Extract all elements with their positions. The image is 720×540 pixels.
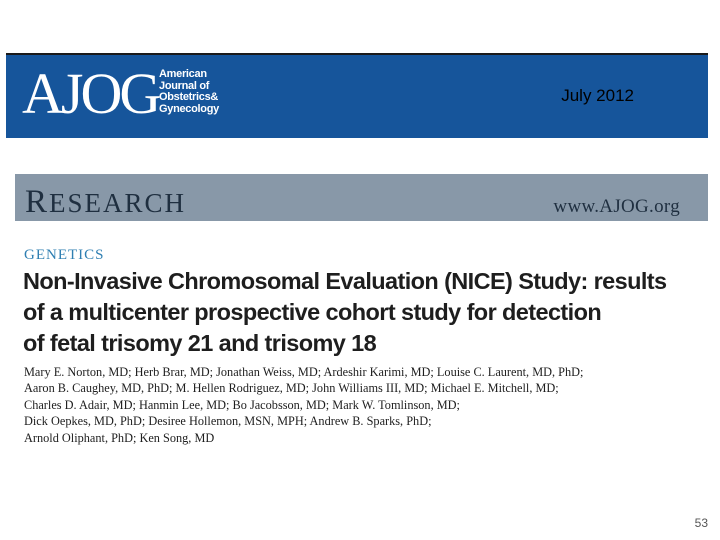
journal-banner <box>6 55 708 138</box>
issue-date: July 2012 <box>561 86 634 105</box>
journal-name-line: Obstetrics& <box>159 91 219 103</box>
author-line: Aaron B. Caughey, MD, PhD; M. Hellen Rodriguez, MD; John Williams III, MD; Michael E. Mitchell, MD; <box>24 381 559 396</box>
logo-wordmark: AJOG <box>22 61 159 126</box>
section-heading-initial: R <box>25 184 50 220</box>
ajog-logo <box>22 61 222 130</box>
author-list <box>24 364 664 446</box>
section-heading-rest: ESEARCH <box>49 188 187 218</box>
article-title-line: Non-Invasive Chromosomal Evaluation (NICE) Study: results <box>23 268 667 294</box>
author-line: Mary E. Norton, MD; Herb Brar, MD; Jonathan Weiss, MD; Ardeshir Karimi, MD; Louise C. Laurent, MD, PhD; <box>24 365 584 379</box>
journal-name-line: Gynecology <box>159 102 219 115</box>
journal-name-line: Journal of <box>159 79 210 92</box>
article-category: GENETICS <box>24 247 105 263</box>
journal-name <box>159 69 239 115</box>
article-title <box>23 266 673 359</box>
section-heading <box>25 184 186 221</box>
author-line: Dick Oepkes, MD, PhD; Desiree Hollemon, MSN, MPH; Andrew B. Sparks, PhD; <box>24 414 432 429</box>
article-title-line: of a multicenter prospective cohort study for detection <box>23 299 602 325</box>
research-header-band <box>15 174 708 221</box>
author-line: Charles D. Adair, MD; Hanmin Lee, MD; Bo Jacobsson, MD; Mark W. Tomlinson, MD; <box>24 397 460 412</box>
journal-website: www.AJOG.org <box>553 196 680 217</box>
article-title-line: of fetal trisomy 21 and trisomy 18 <box>23 330 377 356</box>
author-line: Arnold Oliphant, PhD; Ken Song, MD <box>24 430 215 445</box>
page-number: 53 <box>694 516 708 530</box>
journal-name-line: American <box>159 68 207 80</box>
